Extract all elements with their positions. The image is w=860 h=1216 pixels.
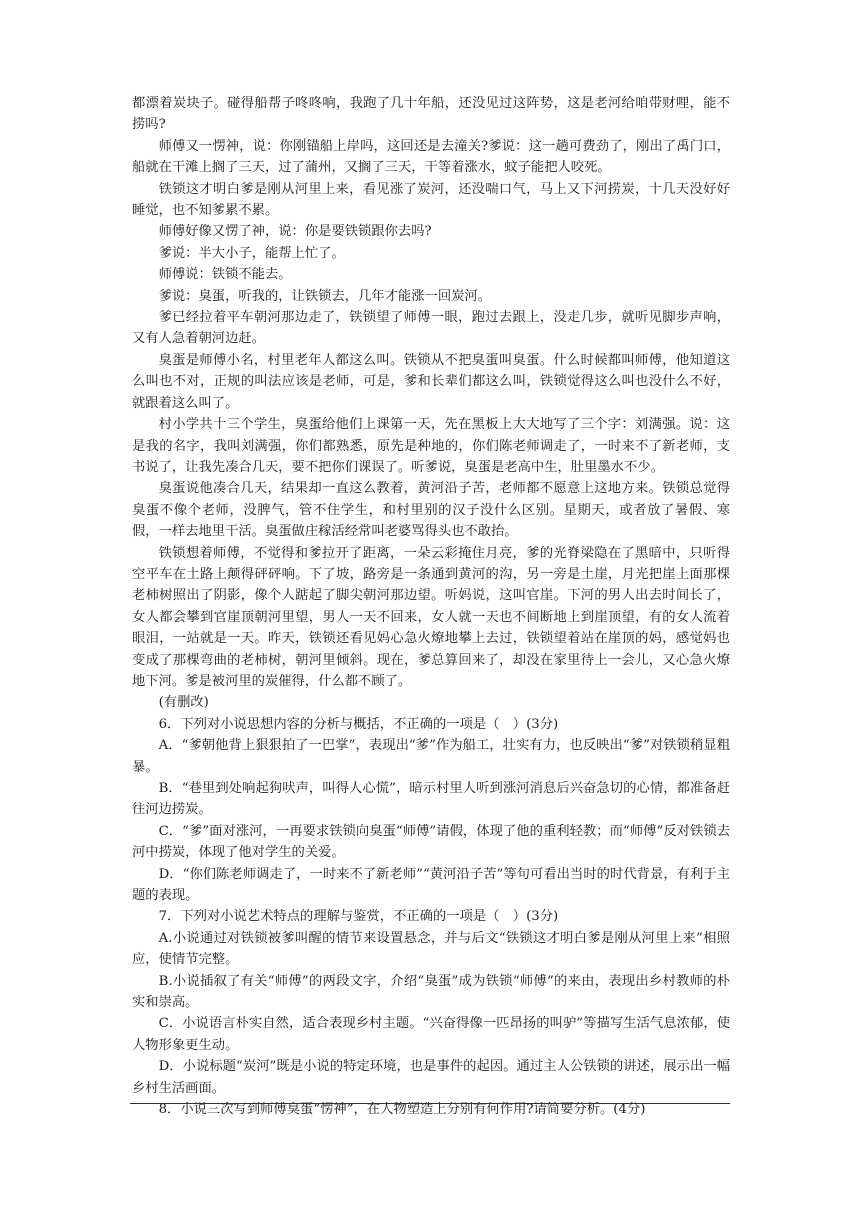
paragraph: 臭蛋说他凑合几天，结果却一直这么教着，黄河沿子苦，老师都不愿意上这地方来。铁锁总觉得臭蛋不像个老师，没脾气，管不住学生，和村里别的汉子没什么区别。星期天，或者放了暑假、寒假，一样去地里干活。臭蛋做庄稼活经常叫老婆骂得头也不敢抬。 <box>132 481 730 540</box>
question-6-option-a: A．“爹朝他背上狠狠拍了一巴掌”，表现出“爹”作为船工，壮实有力，也反映出“爹”对铁锁稍显粗暴。 <box>132 738 730 775</box>
question-7-option-b: B.小说插叙了有关“师傅”的两段文字，介绍“臭蛋”成为铁锁“师傅”的来由，表现出乡村教师的朴实和崇高。 <box>132 973 730 1011</box>
paragraph: 爹已经拉着平车朝河那边走了，铁锁望了师傅一眼，跑过去跟上，没走几步，就听见脚步声响，又有人急着朝河边赶。 <box>132 310 730 347</box>
paragraph: 师傅好像又愣了神，说：你是要铁锁跟你去吗? <box>158 224 432 240</box>
paragraph: 师傅说：铁锁不能去。 <box>158 267 292 283</box>
question-6: 6．下列对小说思想内容的分析与概括，不正确的一项是（ ）(3分) <box>158 716 559 732</box>
question-6-option-c: C．“爹”面对涨河，一再要求铁锁向臭蛋“师傅”请假，体现了他的重利轻教；而“师傅”反对铁锁去河中捞炭，体现了他对学生的关爱。 <box>132 823 730 861</box>
question-7-option-a: A.小说通过对铁锁被爹叫醒的情节来设置悬念，并与后文“铁锁这才明白爹是刚从河里上来”相照应，使情节完整。 <box>132 930 730 968</box>
question-6-option-b: B．“巷里到处响起狗吠声，叫得人心慌”，暗示村里人听到涨河消息后兴奋急切的心情，都准备赶往河边捞炭。 <box>132 781 730 818</box>
paragraph: 村小学共十三个学生，臭蛋给他们上课第一天，先在黑板上大大地写了三个字：刘满强。说：这是我的名字，我叫刘满强，你们都熟悉，原先是种地的，你们陈老师调走了，一时来不了新老师，支书说了，让我先凑合几天，要不把你们课误了。听爹说，臭蛋是老高中生，肚里墨水不少。 <box>132 417 730 475</box>
question-7-option-d: D．小说标题“炭河”既是小说的特定环境，也是事件的起因。通过主人公铁锁的讲述，展示出一幅乡村生活画面。 <box>132 1059 730 1096</box>
question-7-option-c: C．小说语言朴实自然，适合表现乡村主题。“兴奋得像一匹昂扬的叫驴”等描写生活气息浓郁，使人物形象更生动。 <box>132 1016 730 1053</box>
footer-divider <box>130 1103 730 1104</box>
paragraph: 爹说：半大小子，能帮上忙了。 <box>158 245 345 261</box>
paragraph: 爹说：臭蛋，听我的，让铁锁去，几年才能涨一回炭河。 <box>158 288 492 304</box>
question-7: 7．下列对小说艺术特点的理解与鉴赏，不正确的一项是（ ）(3分) <box>158 909 559 925</box>
paragraph: 铁锁想着师傅，不觉得和爹拉开了距离，一朵云彩掩住月亮，爹的光脊梁隐在了黑暗中，只听得空平车在土路上颠得砰砰响。下了坡，路旁是一条通到黄河的沟，另一旁是土崖，月光把崖上面那棵老柿树照出了阴影，像个人踮起了脚尖朝河那边望。听妈说，这叫官崖。下河的男人出去时间长了，女人都会攀到官崖顶朝河里望，男人一天不回来，女人就一天也不间断地上到崖顶望，有的女人流着眼泪，一站就是一天。昨天，铁锁还看见妈心急火燎地攀上去过，铁锁望着站在崖顶的妈，感觉妈也变成了那棵弯曲的老柿树，朝河里倾斜。现在，爹总算回来了，却没在家里待上一会儿，又心急火燎地下河。爹是被河里的炭催得，什么都不顾了。 <box>132 545 730 689</box>
question-8: 8．小说三次写到师傅臭蛋“愣神”，在人物塑造上分别有何作用?请简要分析。(4分) <box>158 1102 646 1118</box>
paragraph-continued: 都漂着炭块子。碰得船帮子咚咚响，我跑了几十年船，还没见过这阵势，这是老河给咱带财哩，能不捞吗? <box>132 96 730 133</box>
document-body <box>132 93 730 1121</box>
source-note: (有删改) <box>158 695 209 711</box>
paragraph: 师傅又一愣神，说：你刚锚船上岸吗，这回还是去潼关?爹说：这一趟可费劲了，刚出了禹门口，船就在干滩上搁了三天，过了蒲州，又搁了三天，干等着涨水，蚊子能把人咬死。 <box>132 138 730 176</box>
paragraph: 臭蛋是师傅小名，村里老年人都这么叫。铁锁从不把臭蛋叫臭蛋。什么时候都叫师傅，他知道这么叫也不对，正规的叫法应该是老师，可是，爹和长辈们都这么叫，铁锁觉得这么叫也没什么不好，就跟着这么叫了。 <box>132 352 730 411</box>
question-6-option-d: D．“你们陈老师调走了，一时来不了新老师”“黄河沿子苦”等句可看出当时的时代背景，有利于主题的表现。 <box>132 866 730 904</box>
paragraph: 铁锁这才明白爹是刚从河里上来，看见涨了炭河，还没喘口气，马上又下河捞炭，十几天没好好睡觉，也不知爹累不累。 <box>132 181 730 219</box>
